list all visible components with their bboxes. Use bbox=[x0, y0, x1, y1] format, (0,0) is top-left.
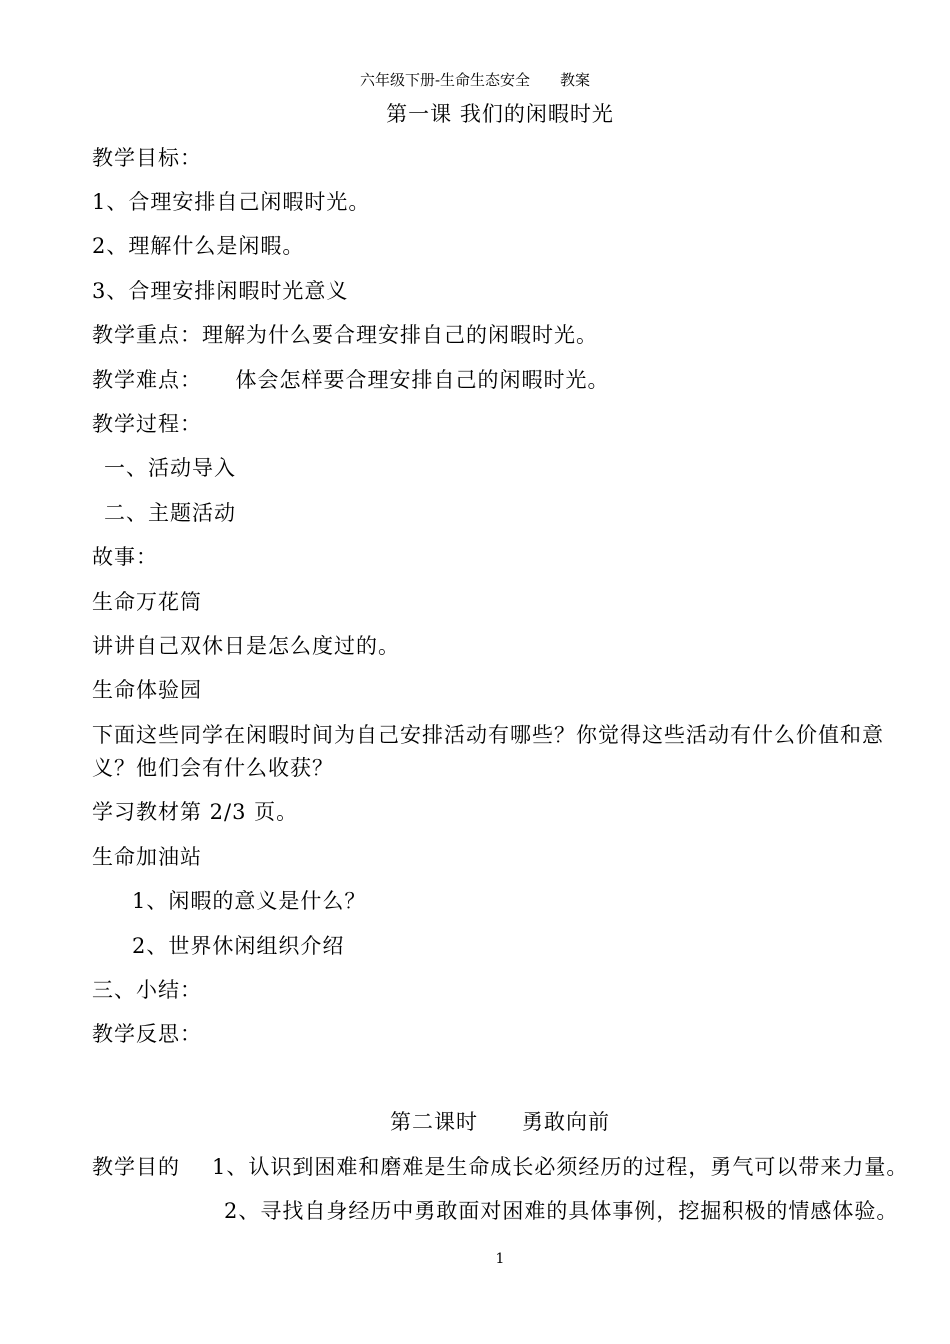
subsection-station: 生命加油站 bbox=[92, 845, 202, 869]
lesson2-title: 第二课时 勇敢向前 bbox=[390, 1110, 610, 1134]
reflection-heading: 教学反思： bbox=[92, 1022, 202, 1046]
process-heading: 教学过程： bbox=[92, 412, 202, 436]
objectives-heading: 教学目标： bbox=[92, 146, 202, 170]
kaleidoscope-task: 讲讲自己双休日是怎么度过的。 bbox=[92, 634, 400, 658]
objective-3: 3、合理安排闲暇时光意义 bbox=[92, 279, 349, 303]
difficult-point: 教学难点： 体会怎样要合理安排自己的闲暇时光。 bbox=[92, 368, 610, 392]
objective-2: 2、理解什么是闲暇。 bbox=[92, 234, 305, 258]
subsection-kaleidoscope: 生命万花筒 bbox=[92, 590, 202, 614]
section-activities: 二、主题活动 bbox=[104, 501, 236, 525]
summary-heading: 三、小结： bbox=[92, 978, 202, 1002]
section-intro: 一、活动导入 bbox=[104, 456, 236, 480]
subsection-experience: 生命体验园 bbox=[92, 678, 202, 702]
experience-question: 下面这些同学在闲暇时间为自己安排活动有哪些？你觉得这些活动有什么价值和意 bbox=[92, 723, 884, 747]
experience-question-cont: 义？他们会有什么收获？ bbox=[92, 756, 334, 780]
station-item-2: 2、世界休闲组织介绍 bbox=[132, 934, 345, 958]
lesson2-objective-2: 2、寻找自身经历中勇敢面对困难的具体事例，挖掘积极的情感体验。 bbox=[224, 1199, 899, 1223]
story-label: 故事： bbox=[92, 545, 158, 569]
lesson1-title: 第一课 我们的闲暇时光 bbox=[386, 102, 614, 126]
lesson2-objective-1: 1、认识到困难和磨难是生命成长必须经历的过程，勇气可以带来力量。 bbox=[212, 1155, 909, 1179]
page-header: 六年级下册-生命生态安全 教案 bbox=[359, 71, 591, 89]
textbook-reference: 学习教材第 2/3 页。 bbox=[92, 800, 299, 824]
page-number: 1 bbox=[495, 1251, 505, 1267]
station-item-1: 1、闲暇的意义是什么？ bbox=[132, 889, 367, 913]
key-point: 教学重点：理解为什么要合理安排自己的闲暇时光。 bbox=[92, 323, 598, 347]
objective-1: 1、合理安排自己闲暇时光。 bbox=[92, 190, 371, 214]
lesson2-objective-label: 教学目的 bbox=[92, 1155, 180, 1179]
